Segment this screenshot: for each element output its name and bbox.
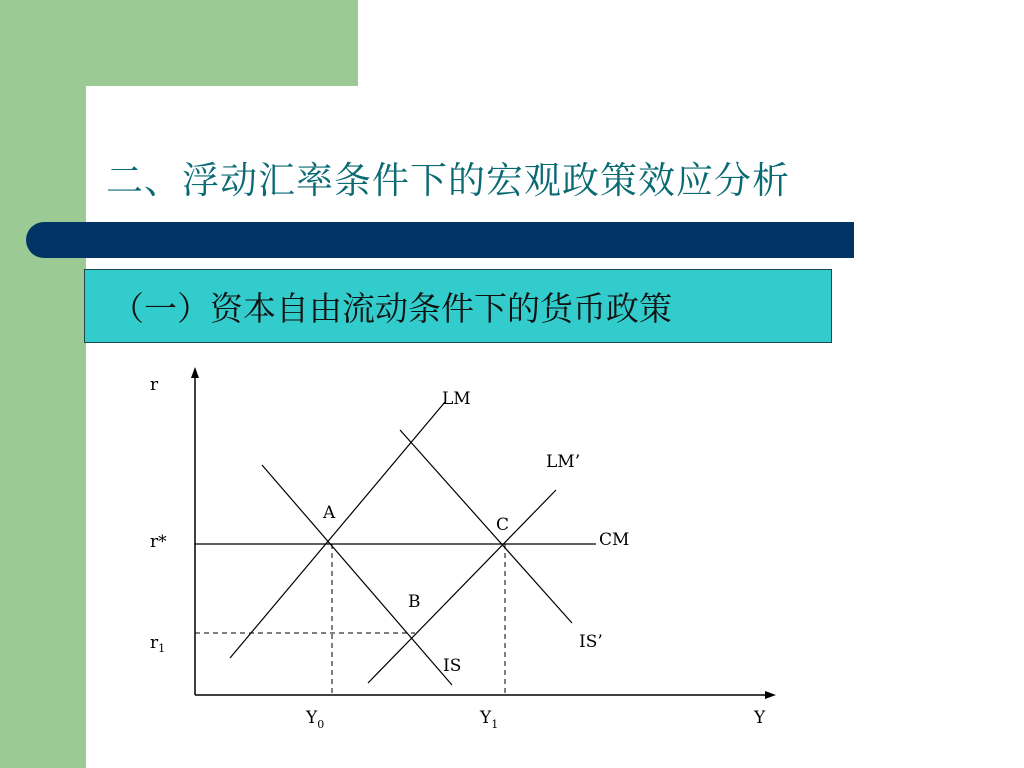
is-lm-cm-diagram	[130, 360, 790, 750]
x-axis-arrow-icon	[765, 691, 776, 699]
point-a-label: A	[323, 503, 336, 523]
title-underline-bar	[26, 222, 854, 258]
y-axis-label: r	[150, 375, 159, 395]
y0-label: $Y_0$	[306, 708, 325, 731]
point-c-label: C	[496, 515, 510, 535]
left-green-band	[0, 0, 86, 768]
r1-label: $r_1$	[150, 633, 166, 655]
point-b-label: B	[408, 592, 421, 612]
is-label: IS	[443, 656, 462, 676]
y1-label: $Y_1$	[480, 708, 499, 731]
lm-prime-curve	[368, 490, 556, 683]
subtitle-box	[84, 269, 832, 343]
cm-label: CM	[599, 530, 630, 550]
top-green-band	[0, 0, 358, 86]
x-axis-label: Y	[754, 708, 766, 728]
is-curve	[262, 465, 452, 685]
y-axis-arrow-icon	[191, 367, 199, 378]
lm-label: LM	[442, 389, 471, 409]
lm-prime-label: LM’	[546, 452, 581, 472]
r-star-label: r*	[150, 532, 167, 552]
subtitle-text: （一）资本自由流动条件下的货币政策	[111, 289, 672, 328]
slide-title: 二、浮动汇率条件下的宏观政策效应分析	[106, 159, 790, 202]
is-prime-label: IS’	[579, 632, 603, 652]
lm-curve	[230, 402, 445, 658]
